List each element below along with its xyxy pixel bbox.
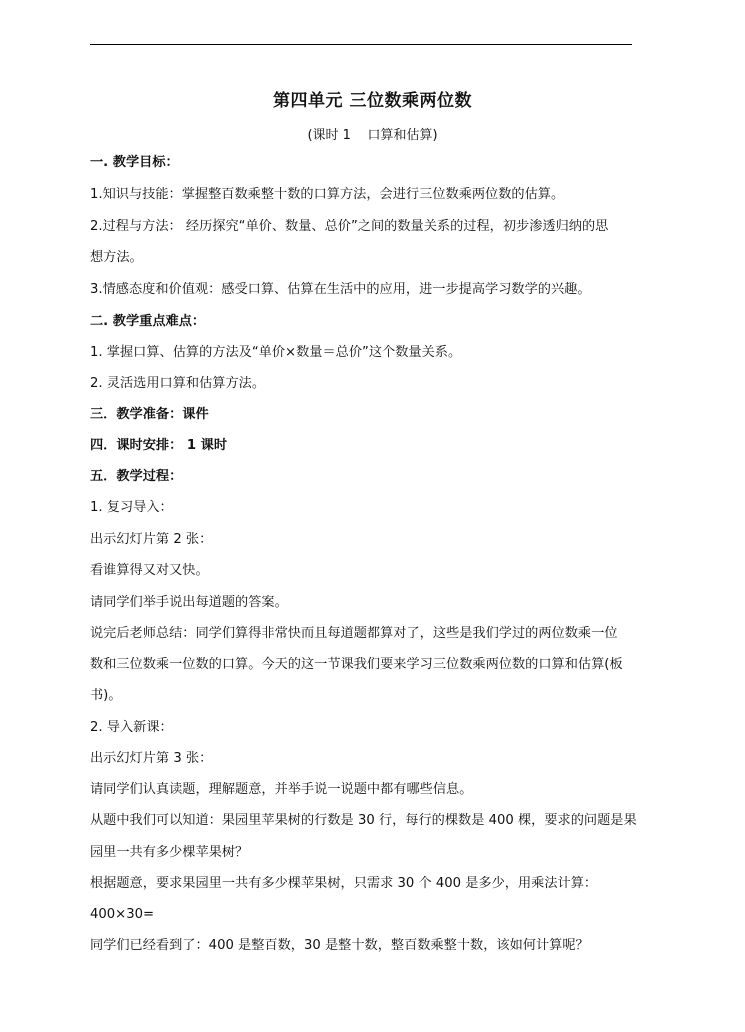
body-line: 1.知识与技能：掌握整百数乘整十数的口算方法，会进行三位数乘两位数的估算。: [90, 187, 565, 202]
body-line: 从题中我们可以知道：果园里苹果树的行数是 30 行，每行的棵数是 400 棵，要求的问题是果: [90, 813, 637, 828]
body-line: 根据题意，要求果园里一共有多少棵苹果树，只需求 30 个 400 是多少，用乘法计算：: [90, 876, 598, 891]
body-line: 出示幻灯片第 3 张：: [90, 751, 213, 766]
body-line: 2. 导入新课：: [90, 720, 173, 735]
body-line: 出示幻灯片第 2 张：: [90, 532, 213, 547]
body-line: 1. 掌握口算、估算的方法及“单价×数量＝总价”这个数量关系。: [90, 345, 462, 360]
body-line: 看谁算得又对又快。: [90, 563, 209, 578]
body-line: 3.情感态度和价值观：感受口算、估算在生活中的应用，进一步提高学习数学的兴趣。: [90, 282, 591, 297]
section-heading-schedule: 四．课时安排： 1 课时: [90, 438, 228, 453]
body-line: 园里一共有多少棵苹果树？: [90, 845, 249, 860]
body-line: 请同学们举手说出每道题的答案。: [90, 595, 288, 610]
body-line: 1. 复习导入：: [90, 500, 173, 515]
body-line: 请同学们认真读题，理解题意，并举手说一说题中都有哪些信息。: [90, 782, 473, 797]
header-rule: [90, 44, 632, 45]
body-line: 数和三位数乘一位数的口算。今天的这一节课我们要来学习三位数乘两位数的口算和估算(板: [90, 657, 623, 672]
body-line: 想方法。: [90, 250, 143, 265]
body-line: 同学们已经看到了：400 是整百数，30 是整十数，整百数乘整十数，该如何计算呢？: [90, 938, 589, 953]
lesson-subtitle: (课时 1 口算和估算): [307, 128, 438, 143]
section-heading-preparation: 三．教学准备：课件: [90, 407, 209, 422]
body-line: 书)。: [90, 688, 122, 703]
section-heading-key-points: 二. 教学重点难点：: [90, 314, 206, 329]
body-line: 400×30=: [90, 907, 155, 922]
body-line: 2.过程与方法： 经历探究“单价、数量、总价”之间的数量关系的过程，初步渗透归纳的思: [90, 219, 609, 234]
body-line: 说完后老师总结：同学们算得非常快而且每道题都算对了，这些是我们学过的两位数乘一位: [90, 626, 618, 641]
section-heading-objectives: 一. 教学目标：: [90, 155, 179, 170]
section-heading-process: 五．教学过程：: [90, 469, 183, 484]
page-title: 第四单元 三位数乘两位数: [273, 91, 472, 111]
body-line: 2. 灵活选用口算和估算方法。: [90, 376, 266, 391]
